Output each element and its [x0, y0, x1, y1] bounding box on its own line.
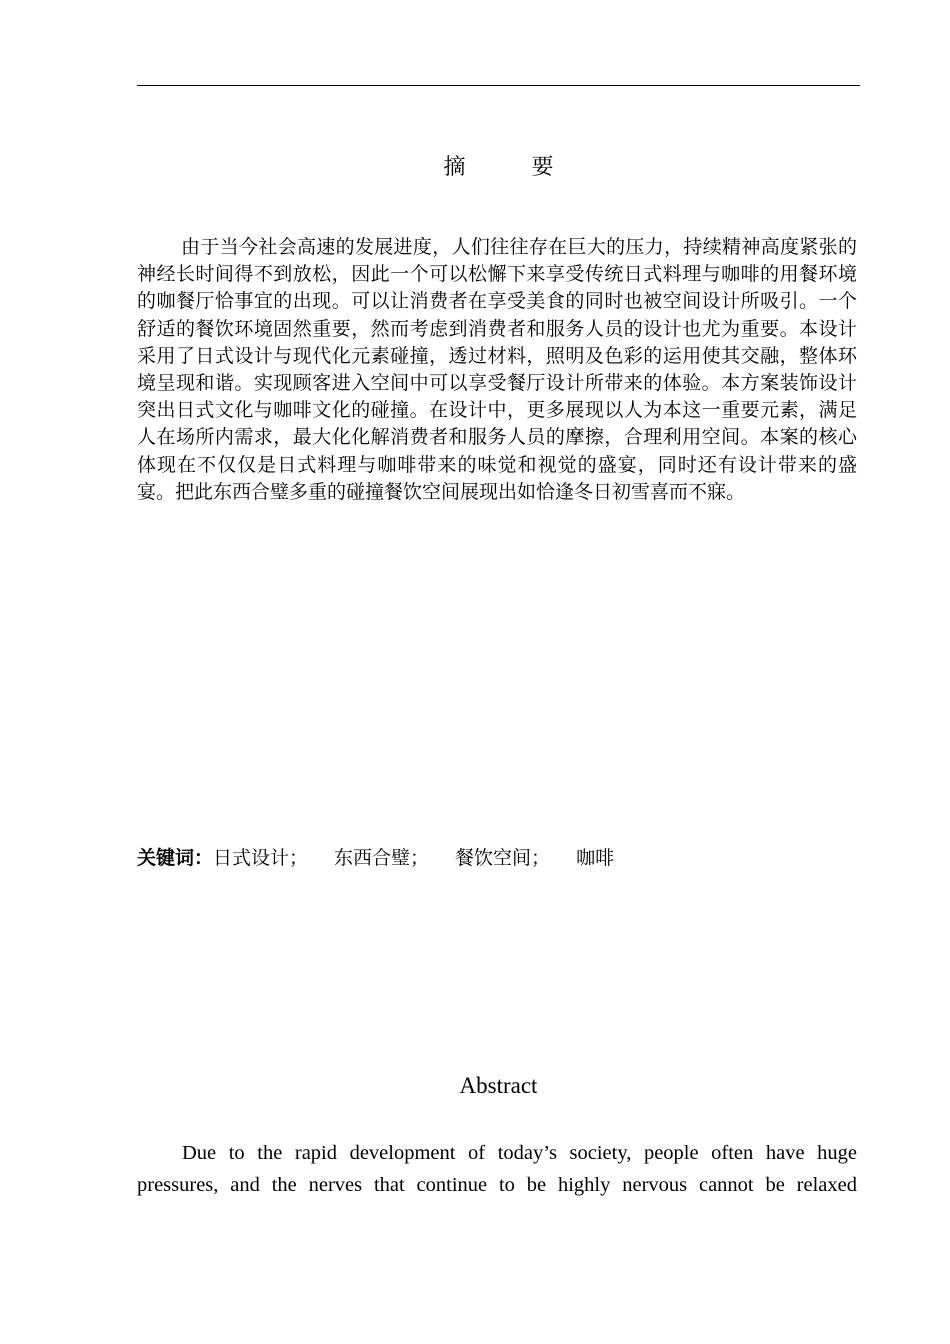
keywords-label: 关键词： [137, 847, 214, 869]
english-abstract-body: Due to the rapid development of today’s society, people often have huge pressures, and the nerves that continue to be highly nervous cannot be relaxed [137, 1142, 857, 1196]
keyword-item: 咖啡 [576, 847, 615, 869]
keyword-item: 日式设计； [213, 847, 309, 869]
header-rule [137, 85, 860, 86]
keywords-line [137, 844, 857, 872]
english-abstract-title: Abstract [459, 1073, 538, 1098]
chinese-abstract-title: 摘 要 [443, 155, 576, 180]
keyword-item: 东西合璧； [334, 847, 430, 869]
chinese-abstract-body: 由于当今社会高速的发展进度，人们往往存在巨大的压力，持续精神高度紧张的神经长时间得不到放松，因此一个可以松懈下来享受传统日式料理与咖啡的用餐环境的咖餐厅恰事宜的出现。可以让消费者在享受美食的同时也被空间设计所吸引。一个舒适的餐饮环境固然重要，然而考虑到消费者和服务人员的设计也尤为重要。本设计采用了日式设计与现代化元素碰撞，透过材料，照明及色彩的运用使其交融，整体环境呈现和谐。实现顾客进入空间中可以享受餐厅设计所带来的体验。本方案装饰设计突出日式文化与咖啡文化的碰撞。在设计中，更多展现以人为本这一重要元素，满足人在场所内需求，最大化化解消费者和服务人员的摩擦，合理利用空间。本案的核心体现在不仅仅是日式料理与咖啡带来的味觉和视觉的盛宴，同时还有设计带来的盛宴。把此东西合璧多重的碰撞餐饮空间展现出如恰逢冬日初雪喜而不寐。 [137, 236, 857, 503]
keyword-item: 餐饮空间； [455, 847, 551, 869]
